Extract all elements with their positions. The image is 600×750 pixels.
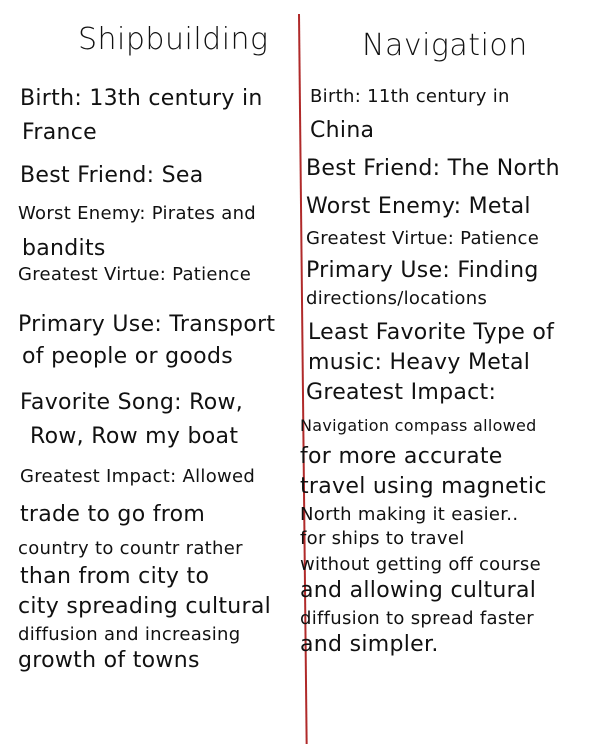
left-line-8: of people or goods (22, 344, 233, 369)
right-line-19: and simpler. (300, 632, 439, 657)
left-line-17: growth of towns (18, 648, 200, 673)
shipbuilding-heading: Shipbuilding (78, 22, 269, 57)
right-line-3: Best Friend: The North (306, 156, 560, 181)
right-line-6: Primary Use: Finding (306, 258, 539, 283)
right-line-5: Greatest Virtue: Patience (306, 228, 540, 249)
right-line-11: Navigation compass allowed (300, 416, 537, 435)
left-line-4: Worst Enemy: Pirates and (18, 203, 257, 224)
left-line-1: Birth: 13th century in (20, 86, 263, 111)
left-line-7: Primary Use: Transport (18, 312, 276, 337)
right-line-7: directions/locations (306, 288, 488, 309)
left-line-2: France (22, 120, 97, 145)
right-line-8: Least Favorite Type of (308, 320, 555, 345)
right-line-4: Worst Enemy: Metal (306, 194, 531, 219)
left-line-13: country to countr rather (18, 538, 243, 559)
right-line-14: North making it easier.. (300, 504, 519, 525)
right-line-12: for more accurate (300, 444, 503, 469)
left-line-14: than from city to (20, 564, 210, 589)
left-line-5: bandits (22, 236, 106, 261)
left-line-9: Favorite Song: Row, (20, 390, 244, 415)
navigation-heading: Navigation (362, 28, 528, 63)
right-line-17: and allowing cultural (300, 578, 537, 603)
right-line-15: for ships to travel (300, 528, 465, 549)
right-line-16: without getting off course (300, 554, 541, 575)
right-line-9: music: Heavy Metal (308, 350, 531, 375)
left-line-6: Greatest Virtue: Patience (18, 264, 252, 285)
left-line-11: Greatest Impact: Allowed (20, 466, 256, 487)
right-line-2: China (310, 118, 375, 143)
right-line-1: Birth: 11th century in (310, 86, 510, 107)
left-line-12: trade to go from (20, 502, 206, 527)
left-line-15: city spreading cultural (18, 594, 272, 619)
left-line-3: Best Friend: Sea (20, 163, 204, 188)
right-line-18: diffusion to spread faster (300, 608, 534, 629)
left-line-16: diffusion and increasing (18, 624, 241, 645)
right-line-10: Greatest Impact: (306, 380, 497, 405)
left-line-10: Row, Row my boat (30, 424, 239, 449)
right-line-13: travel using magnetic (300, 474, 547, 499)
